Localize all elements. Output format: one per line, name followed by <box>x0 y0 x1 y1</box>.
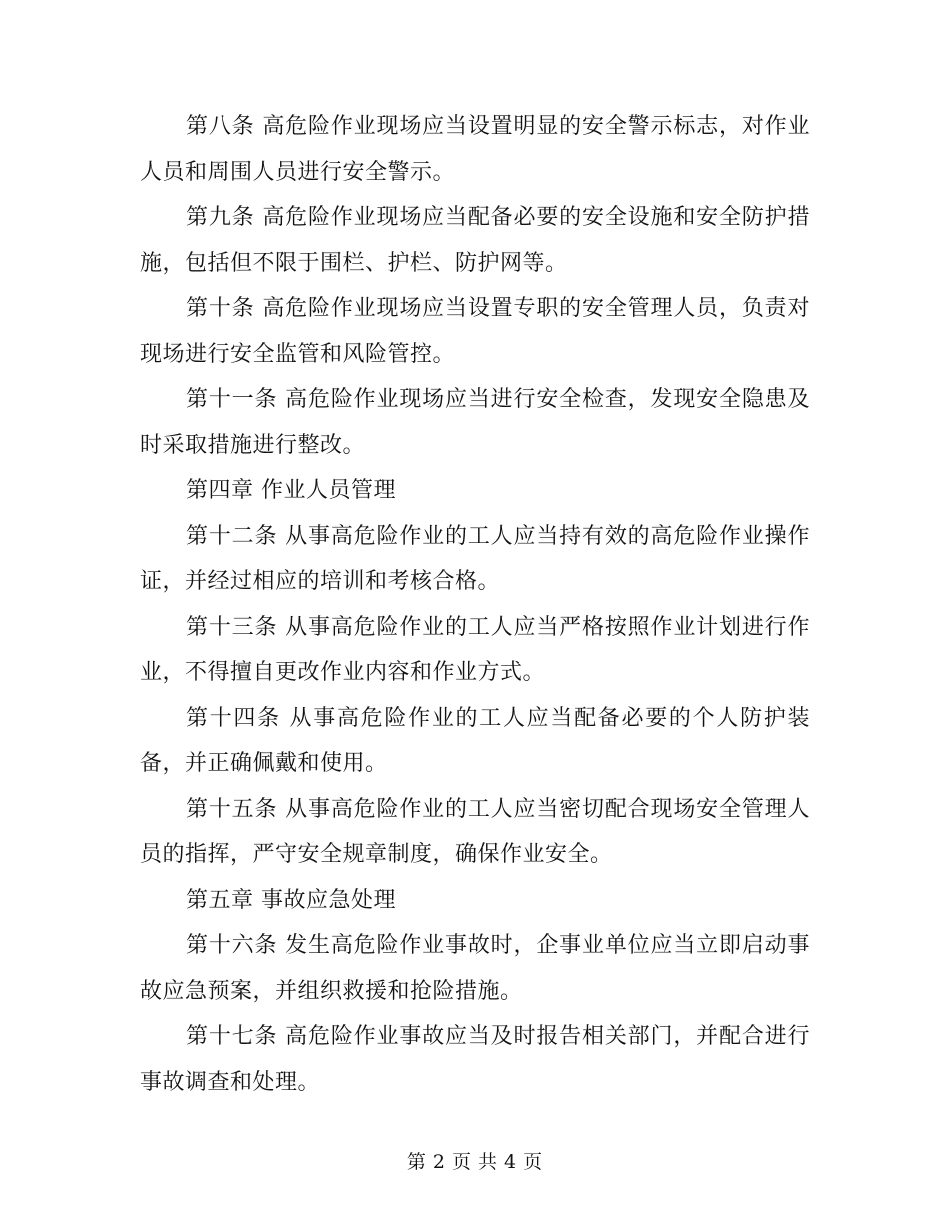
article-16: 第十六条 发生高危险作业事故时，企事业单位应当立即启动事故应急预案，并组织救援和抢险措施。 <box>140 933 810 1004</box>
total-pages-number: 4 <box>504 1151 518 1173</box>
article-11: 第十一条 高危险作业现场应当进行安全检查，发现安全隐患及时采取措施进行整改。 <box>140 387 810 458</box>
article-12: 第十二条 从事高危险作业的工人应当持有效的高危险作业操作证，并经过相应的培训和考核合格。 <box>140 523 810 594</box>
footer-prefix: 第 <box>406 1151 427 1173</box>
chapter-5-heading: 第五章 事故应急处理 <box>186 887 396 913</box>
footer-suffix: 页 <box>523 1151 544 1173</box>
article-14: 第十四条 从事高危险作业的工人应当配备必要的个人防护装备，并正确佩戴和使用。 <box>140 705 810 776</box>
chapter-4-heading: 第四章 作业人员管理 <box>186 478 396 503</box>
footer-total-label: 共 <box>478 1151 499 1173</box>
article-9: 第九条 高危险作业现场应当配备必要的安全设施和安全防护措施，包括但不限于围栏、护栏、防护网等。 <box>140 205 810 276</box>
document-body <box>140 104 810 1105</box>
article-8: 第八条 高危险作业现场应当设置明显的安全警示标志，对作业人员和周围人员进行安全警示。 <box>140 114 810 185</box>
page-footer <box>0 1147 950 1174</box>
article-10: 第十条 高危险作业现场应当设置专职的安全管理人员，负责对现场进行安全监管和风险管控。 <box>140 296 810 367</box>
footer-page-label: 页 <box>451 1151 472 1173</box>
article-17: 第十七条 高危险作业事故应当及时报告相关部门，并配合进行事故调查和处理。 <box>140 1024 810 1095</box>
article-15: 第十五条 从事高危险作业的工人应当密切配合现场安全管理人员的指挥，严守安全规章制度，确保作业安全。 <box>140 796 810 867</box>
article-13: 第十三条 从事高危险作业的工人应当严格按照作业计划进行作业，不得擅自更改作业内容和作业方式。 <box>140 614 810 685</box>
current-page-number: 2 <box>432 1151 446 1173</box>
